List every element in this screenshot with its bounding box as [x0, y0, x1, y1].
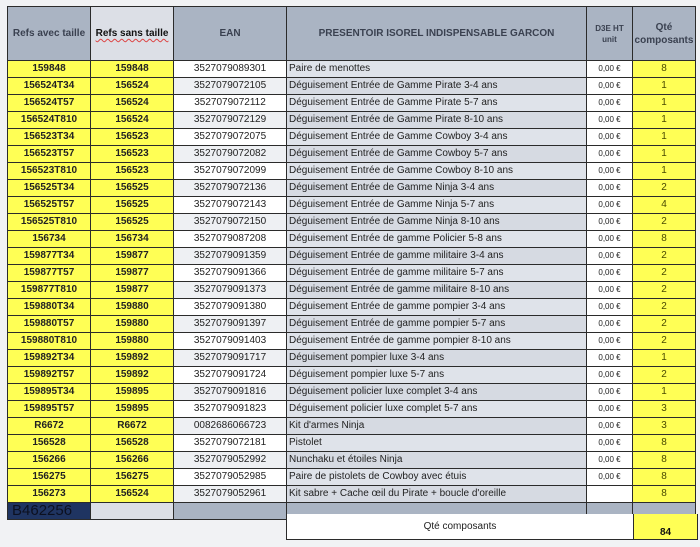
designation-cell: Déguisement Entrée de Gamme Pirate 8-10 ans — [287, 112, 587, 129]
footer-empty-cell — [91, 503, 174, 520]
qty-cell: 2 — [633, 282, 696, 299]
ref-avec-taille-cell: 159877T34 — [8, 248, 91, 265]
header-refs-sans-taille — [91, 7, 174, 61]
ean-cell: 0082686066723 — [174, 418, 287, 435]
ref-sans-taille-cell: 156523 — [91, 129, 174, 146]
qty-cell: 2 — [633, 333, 696, 350]
table-row — [8, 180, 696, 197]
ref-sans-taille-cell: 159895 — [91, 401, 174, 418]
price-cell: 0,00 € — [587, 248, 633, 265]
ref-avec-taille-cell: 159877T57 — [8, 265, 91, 282]
designation-cell: Déguisement pompier luxe 5-7 ans — [287, 367, 587, 384]
ref-sans-taille-cell: 156523 — [91, 146, 174, 163]
ref-sans-taille-cell: 156524 — [91, 112, 174, 129]
ean-cell: 3527079052992 — [174, 452, 287, 469]
price-cell: 0,00 € — [587, 146, 633, 163]
table-row — [8, 214, 696, 231]
ref-sans-taille-cell: 159892 — [91, 367, 174, 384]
header-row — [8, 7, 696, 61]
ref-avec-taille-cell: 156524T810 — [8, 112, 91, 129]
ref-avec-taille-cell: 159880T34 — [8, 299, 91, 316]
ref-sans-taille-cell: 156266 — [91, 452, 174, 469]
ref-avec-taille-cell: 156524T57 — [8, 95, 91, 112]
price-cell: 0,00 € — [587, 299, 633, 316]
ref-avec-taille-cell: 159892T34 — [8, 350, 91, 367]
designation-cell: Déguisement Entrée de Gamme Pirate 5-7 ans — [287, 95, 587, 112]
ref-avec-taille-cell: 156524T34 — [8, 78, 91, 95]
ean-cell: 3527079072082 — [174, 146, 287, 163]
price-cell: 0,00 € — [587, 78, 633, 95]
designation-cell: Nunchaku et étoiles Ninja — [287, 452, 587, 469]
footer-empty-cell — [174, 503, 287, 520]
price-cell: 0,00 € — [587, 197, 633, 214]
price-cell: 0,00 € — [587, 112, 633, 129]
qty-cell: 2 — [633, 265, 696, 282]
qty-cell: 8 — [633, 469, 696, 486]
designation-cell: Déguisement Entrée de gamme pompier 5-7 ans — [287, 316, 587, 333]
table-row — [8, 197, 696, 214]
table-row — [8, 333, 696, 350]
designation-cell: Déguisement Entrée de Gamme Ninja 3-4 ans — [287, 180, 587, 197]
table-row — [8, 265, 696, 282]
ref-sans-taille-cell: 159880 — [91, 316, 174, 333]
ean-cell: 3527079091397 — [174, 316, 287, 333]
total-label: Qté composants — [286, 514, 634, 540]
ref-sans-taille-cell: 156275 — [91, 469, 174, 486]
qty-cell: 8 — [633, 231, 696, 248]
table-row — [8, 95, 696, 112]
ref-sans-taille-cell: 159848 — [91, 61, 174, 78]
table-row — [8, 248, 696, 265]
qty-cell: 3 — [633, 401, 696, 418]
table-row — [8, 401, 696, 418]
ean-cell: 3527079072112 — [174, 95, 287, 112]
price-cell: 0,00 € — [587, 180, 633, 197]
ean-cell: 3527079072181 — [174, 435, 287, 452]
ref-avec-taille-cell: 159880T57 — [8, 316, 91, 333]
header-ean: EAN — [174, 7, 287, 61]
qty-cell: 1 — [633, 112, 696, 129]
table-row — [8, 452, 696, 469]
qty-cell: 1 — [633, 95, 696, 112]
table-row — [8, 78, 696, 95]
ean-cell: 3527079087208 — [174, 231, 287, 248]
header-refs-avec-taille: Refs avec taille — [8, 7, 91, 61]
table-body — [8, 61, 696, 503]
ref-avec-taille-cell: 156266 — [8, 452, 91, 469]
qty-cell: 8 — [633, 486, 696, 503]
table-row — [8, 112, 696, 129]
ean-cell: 3527079072143 — [174, 197, 287, 214]
price-cell: 0,00 € — [587, 214, 633, 231]
ean-cell: 3527079091717 — [174, 350, 287, 367]
qty-cell: 1 — [633, 384, 696, 401]
ean-cell: 3527079072099 — [174, 163, 287, 180]
designation-cell: Déguisement Entrée de gamme militaire 3-4 ans — [287, 248, 587, 265]
designation-cell: Déguisement Entrée de gamme militaire 5-7 ans — [287, 265, 587, 282]
designation-cell: Déguisement pompier luxe 3-4 ans — [287, 350, 587, 367]
designation-cell: Déguisement Entrée de Gamme Ninja 5-7 ans — [287, 197, 587, 214]
ref-avec-taille-cell: 159895T57 — [8, 401, 91, 418]
table-row — [8, 350, 696, 367]
qty-cell: 8 — [633, 435, 696, 452]
price-cell: 0,00 € — [587, 367, 633, 384]
ref-avec-taille-cell: 156523T57 — [8, 146, 91, 163]
price-cell: 0,00 € — [587, 418, 633, 435]
table-row — [8, 384, 696, 401]
qty-cell: 1 — [633, 78, 696, 95]
qty-cell: 2 — [633, 299, 696, 316]
table-row — [8, 231, 696, 248]
header-designation: PRESENTOIR ISOREL INDISPENSABLE GARCON — [287, 7, 587, 61]
designation-cell: Déguisement Entrée de Gamme Cowboy 8-10 ans — [287, 163, 587, 180]
price-cell: 0,00 € — [587, 452, 633, 469]
qty-cell: 3 — [633, 418, 696, 435]
ref-sans-taille-cell: 159877 — [91, 282, 174, 299]
price-cell: 0,00 € — [587, 469, 633, 486]
ref-avec-taille-cell: 156525T57 — [8, 197, 91, 214]
header-price: D3E HT unit — [587, 7, 633, 61]
table-row — [8, 61, 696, 78]
qty-cell: 2 — [633, 316, 696, 333]
ref-avec-taille-cell: 156528 — [8, 435, 91, 452]
ean-cell: 3527079091724 — [174, 367, 287, 384]
price-cell — [587, 486, 633, 503]
ean-cell: 3527079052961 — [174, 486, 287, 503]
qty-cell: 2 — [633, 180, 696, 197]
ref-avec-taille-cell: 156273 — [8, 486, 91, 503]
table-row — [8, 163, 696, 180]
ean-cell: 3527079091403 — [174, 333, 287, 350]
table-row — [8, 367, 696, 384]
qty-cell: 4 — [633, 197, 696, 214]
qty-cell: 1 — [633, 146, 696, 163]
designation-cell: Kit d'armes Ninja — [287, 418, 587, 435]
ref-sans-taille-cell: 159880 — [91, 299, 174, 316]
qty-cell: 1 — [633, 350, 696, 367]
price-cell: 0,00 € — [587, 61, 633, 78]
ref-sans-taille-cell: 156525 — [91, 214, 174, 231]
ean-cell: 3527079072129 — [174, 112, 287, 129]
qty-cell: 2 — [633, 248, 696, 265]
designation-cell: Kit sabre + Cache œil du Pirate + boucle d'oreille — [287, 486, 587, 503]
designation-cell: Pistolet — [287, 435, 587, 452]
price-cell: 0,00 € — [587, 333, 633, 350]
price-cell: 0,00 € — [587, 350, 633, 367]
ref-avec-taille-cell: 156523T34 — [8, 129, 91, 146]
ref-avec-taille-cell: 159848 — [8, 61, 91, 78]
ean-cell: 3527079072105 — [174, 78, 287, 95]
designation-cell: Déguisement Entrée de gamme pompier 8-10 ans — [287, 333, 587, 350]
qty-cell: 1 — [633, 163, 696, 180]
table-row — [8, 435, 696, 452]
ref-sans-taille-cell: 156525 — [91, 180, 174, 197]
table-row — [8, 469, 696, 486]
ref-avec-taille-cell: 159880T810 — [8, 333, 91, 350]
price-cell: 0,00 € — [587, 129, 633, 146]
price-cell: 0,00 € — [587, 435, 633, 452]
table-row — [8, 418, 696, 435]
ref-sans-taille-cell: 156528 — [91, 435, 174, 452]
ean-cell: 3527079091366 — [174, 265, 287, 282]
ref-avec-taille-cell: R6672 — [8, 418, 91, 435]
ean-cell: 3527079091816 — [174, 384, 287, 401]
ean-cell: 3527079091359 — [174, 248, 287, 265]
designation-cell: Déguisement Entrée de gamme militaire 8-10 ans — [287, 282, 587, 299]
total-value: 84 — [634, 514, 698, 540]
ref-avec-taille-cell: 159877T810 — [8, 282, 91, 299]
ean-cell: 3527079052985 — [174, 469, 287, 486]
price-cell: 0,00 € — [587, 316, 633, 333]
price-cell: 0,00 € — [587, 401, 633, 418]
designation-cell: Déguisement Entrée de gamme Policier 5-8 ans — [287, 231, 587, 248]
product-table — [7, 6, 696, 520]
ref-sans-taille-cell: 156525 — [91, 197, 174, 214]
ref-sans-taille-cell: 156523 — [91, 163, 174, 180]
table-row — [8, 282, 696, 299]
ref-sans-taille-cell: 159877 — [91, 265, 174, 282]
qty-cell: 8 — [633, 452, 696, 469]
qty-cell: 1 — [633, 129, 696, 146]
designation-cell: Paire de pistolets de Cowboy avec étuis — [287, 469, 587, 486]
header-qty: Qté composants — [633, 7, 696, 61]
ean-cell: 3527079091373 — [174, 282, 287, 299]
ref-avec-taille-cell: 159892T57 — [8, 367, 91, 384]
designation-cell: Paire de menottes — [287, 61, 587, 78]
ean-cell: 3527079072075 — [174, 129, 287, 146]
ref-avec-taille-cell: 156734 — [8, 231, 91, 248]
price-cell: 0,00 € — [587, 231, 633, 248]
ean-cell: 3527079089301 — [174, 61, 287, 78]
qty-cell: 2 — [633, 367, 696, 384]
ref-sans-taille-cell: 159895 — [91, 384, 174, 401]
ean-cell: 3527079091380 — [174, 299, 287, 316]
price-cell: 0,00 € — [587, 384, 633, 401]
price-cell: 0,00 € — [587, 282, 633, 299]
ref-sans-taille-cell: 156524 — [91, 95, 174, 112]
ref-sans-taille-cell: 156734 — [91, 231, 174, 248]
ean-cell: 3527079072136 — [174, 180, 287, 197]
table-row — [8, 129, 696, 146]
ref-avec-taille-cell: 159895T34 — [8, 384, 91, 401]
designation-cell: Déguisement policier luxe complet 5-7 ans — [287, 401, 587, 418]
designation-cell: Déguisement policier luxe complet 3-4 ans — [287, 384, 587, 401]
ref-sans-taille-cell: R6672 — [91, 418, 174, 435]
designation-cell: Déguisement Entrée de Gamme Pirate 3-4 ans — [287, 78, 587, 95]
ref-sans-taille-cell: 159892 — [91, 350, 174, 367]
table-row — [8, 299, 696, 316]
price-cell: 0,00 € — [587, 265, 633, 282]
ref-avec-taille-cell: 156275 — [8, 469, 91, 486]
designation-cell: Déguisement Entrée de Gamme Ninja 8-10 ans — [287, 214, 587, 231]
price-cell: 0,00 € — [587, 95, 633, 112]
ref-avec-taille-cell: 156525T810 — [8, 214, 91, 231]
designation-cell: Déguisement Entrée de Gamme Cowboy 3-4 ans — [287, 129, 587, 146]
qty-cell: 8 — [633, 61, 696, 78]
ean-cell: 3527079091823 — [174, 401, 287, 418]
ref-sans-taille-cell: 159880 — [91, 333, 174, 350]
ref-sans-taille-cell: 159877 — [91, 248, 174, 265]
ref-avec-taille-cell: 156523T810 — [8, 163, 91, 180]
designation-cell: Déguisement Entrée de gamme pompier 3-4 ans — [287, 299, 587, 316]
table-row — [8, 146, 696, 163]
table-row — [8, 316, 696, 333]
price-cell: 0,00 € — [587, 163, 633, 180]
table-row — [8, 486, 696, 503]
total-box — [286, 514, 695, 540]
ean-cell: 3527079072150 — [174, 214, 287, 231]
ref-sans-taille-cell: 156524 — [91, 486, 174, 503]
header-refs-sans-taille-label: Refs sans taille — [95, 28, 169, 39]
footer-code: B462256 — [8, 503, 91, 520]
ref-avec-taille-cell: 156525T34 — [8, 180, 91, 197]
ref-sans-taille-cell: 156524 — [91, 78, 174, 95]
designation-cell: Déguisement Entrée de Gamme Cowboy 5-7 ans — [287, 146, 587, 163]
qty-cell: 2 — [633, 214, 696, 231]
